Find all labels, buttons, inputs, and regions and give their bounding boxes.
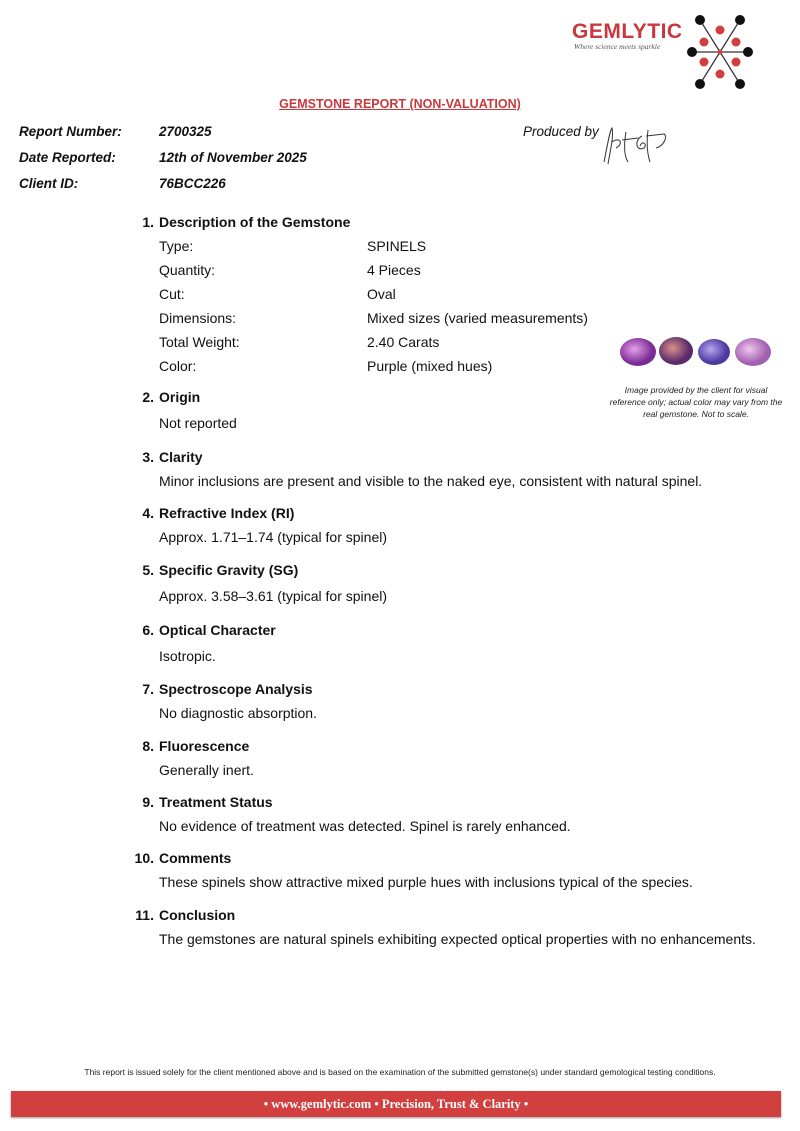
section-title: Clarity — [159, 449, 203, 465]
section-text: Approx. 1.71–1.74 (typical for spinel) — [159, 529, 388, 545]
date-label: Date Reported: — [19, 150, 116, 165]
section-optical-character — [120, 622, 780, 664]
section-text: The gemstones are natural spinels exhibiting expected optical properties with no enhancements. — [159, 931, 756, 947]
section-title: Conclusion — [159, 907, 236, 923]
footer-bar: • www.gemlytic.com • Precision, Trust & Clarity • — [11, 1091, 781, 1117]
logo-icon — [680, 12, 760, 92]
section-text: No evidence of treatment was detected. Spinel is rarely enhanced. — [159, 818, 571, 834]
section-title: Treatment Status — [159, 794, 273, 810]
section-refractive-index — [120, 505, 780, 545]
section-clarity — [120, 449, 780, 489]
section-number: 8. — [142, 738, 154, 754]
detail-row — [159, 286, 780, 310]
section-number: 9. — [142, 794, 154, 810]
section-text: These spinels show attractive mixed purple hues with inclusions typical of the species. — [159, 874, 693, 890]
section-title: Optical Character — [159, 622, 276, 638]
section-specific-gravity — [120, 562, 780, 604]
section-number: 7. — [142, 681, 154, 697]
section-text: Minor inclusions are present and visible to the naked eye, consistent with natural spinel. — [159, 473, 703, 489]
section-text: Generally inert. — [159, 762, 254, 778]
detail-label: Type: — [159, 238, 194, 254]
section-title: Specific Gravity (SG) — [159, 562, 299, 578]
detail-label: Quantity: — [159, 262, 216, 278]
gemstone-image — [618, 334, 778, 370]
client-id-label: Client ID: — [19, 176, 79, 191]
section-number: 4. — [142, 505, 154, 521]
client-id: 76BCC226 — [159, 176, 226, 191]
detail-label: Total Weight: — [159, 334, 240, 350]
detail-value: Purple (mixed hues) — [367, 358, 493, 374]
section-title: Origin — [159, 389, 201, 405]
section-number: 2. — [142, 389, 154, 405]
section-title: Description of the Gemstone — [159, 214, 351, 230]
section-number: 6. — [142, 622, 154, 638]
section-title: Spectroscope Analysis — [159, 681, 313, 697]
detail-value: 4 Pieces — [367, 262, 421, 278]
section-number: 5. — [142, 562, 154, 578]
brand-tagline: Where science meets sparkle — [574, 42, 661, 51]
section-text: Isotropic. — [159, 648, 216, 664]
detail-value: SPINELS — [367, 238, 427, 254]
report-number: 2700325 — [159, 124, 212, 139]
signature-icon — [598, 122, 674, 170]
detail-value: Oval — [367, 286, 396, 302]
detail-label: Color: — [159, 358, 197, 374]
detail-row — [159, 238, 780, 262]
section-title: Fluorescence — [159, 738, 250, 754]
section-text: No diagnostic absorption. — [159, 705, 317, 721]
section-title: Comments — [159, 850, 232, 866]
section-conclusion — [120, 907, 780, 947]
report-title: GEMSTONE REPORT (NON-VALUATION) — [279, 97, 521, 111]
detail-value: Mixed sizes (varied measurements) — [367, 310, 588, 326]
report-number-label: Report Number: — [19, 124, 122, 139]
image-caption: Image provided by the client for visual reference only; actual color may vary from the real gemstone. Not to scale. — [609, 385, 783, 419]
section-number: 11. — [135, 907, 154, 923]
section-text: Approx. 3.58–3.61 (typical for spinel) — [159, 588, 388, 604]
section-text: Not reported — [159, 415, 237, 431]
produced-by-label: Produced by — [523, 124, 599, 139]
brand-name: GEMLYTIC — [572, 20, 683, 43]
detail-label: Cut: — [159, 286, 185, 302]
section-treatment — [120, 794, 780, 834]
detail-value: 2.40 Carats — [367, 334, 440, 350]
detail-row — [159, 310, 780, 334]
section-comments — [120, 850, 780, 890]
footer-disclaimer: This report is issued solely for the client mentioned above and is based on the examination of the submitted gemstone(s) under standard gemological testing conditions. — [84, 1067, 716, 1077]
section-fluorescence — [120, 738, 780, 778]
section-number: 10. — [134, 850, 154, 866]
detail-label: Dimensions: — [159, 310, 237, 326]
section-spectroscope — [120, 681, 780, 721]
detail-row — [159, 262, 780, 286]
section-number: 3. — [142, 449, 154, 465]
section-title: Refractive Index (RI) — [159, 505, 295, 521]
section-origin — [120, 389, 780, 431]
date-reported: 12th of November 2025 — [159, 150, 307, 165]
section-number: 1. — [142, 214, 154, 230]
